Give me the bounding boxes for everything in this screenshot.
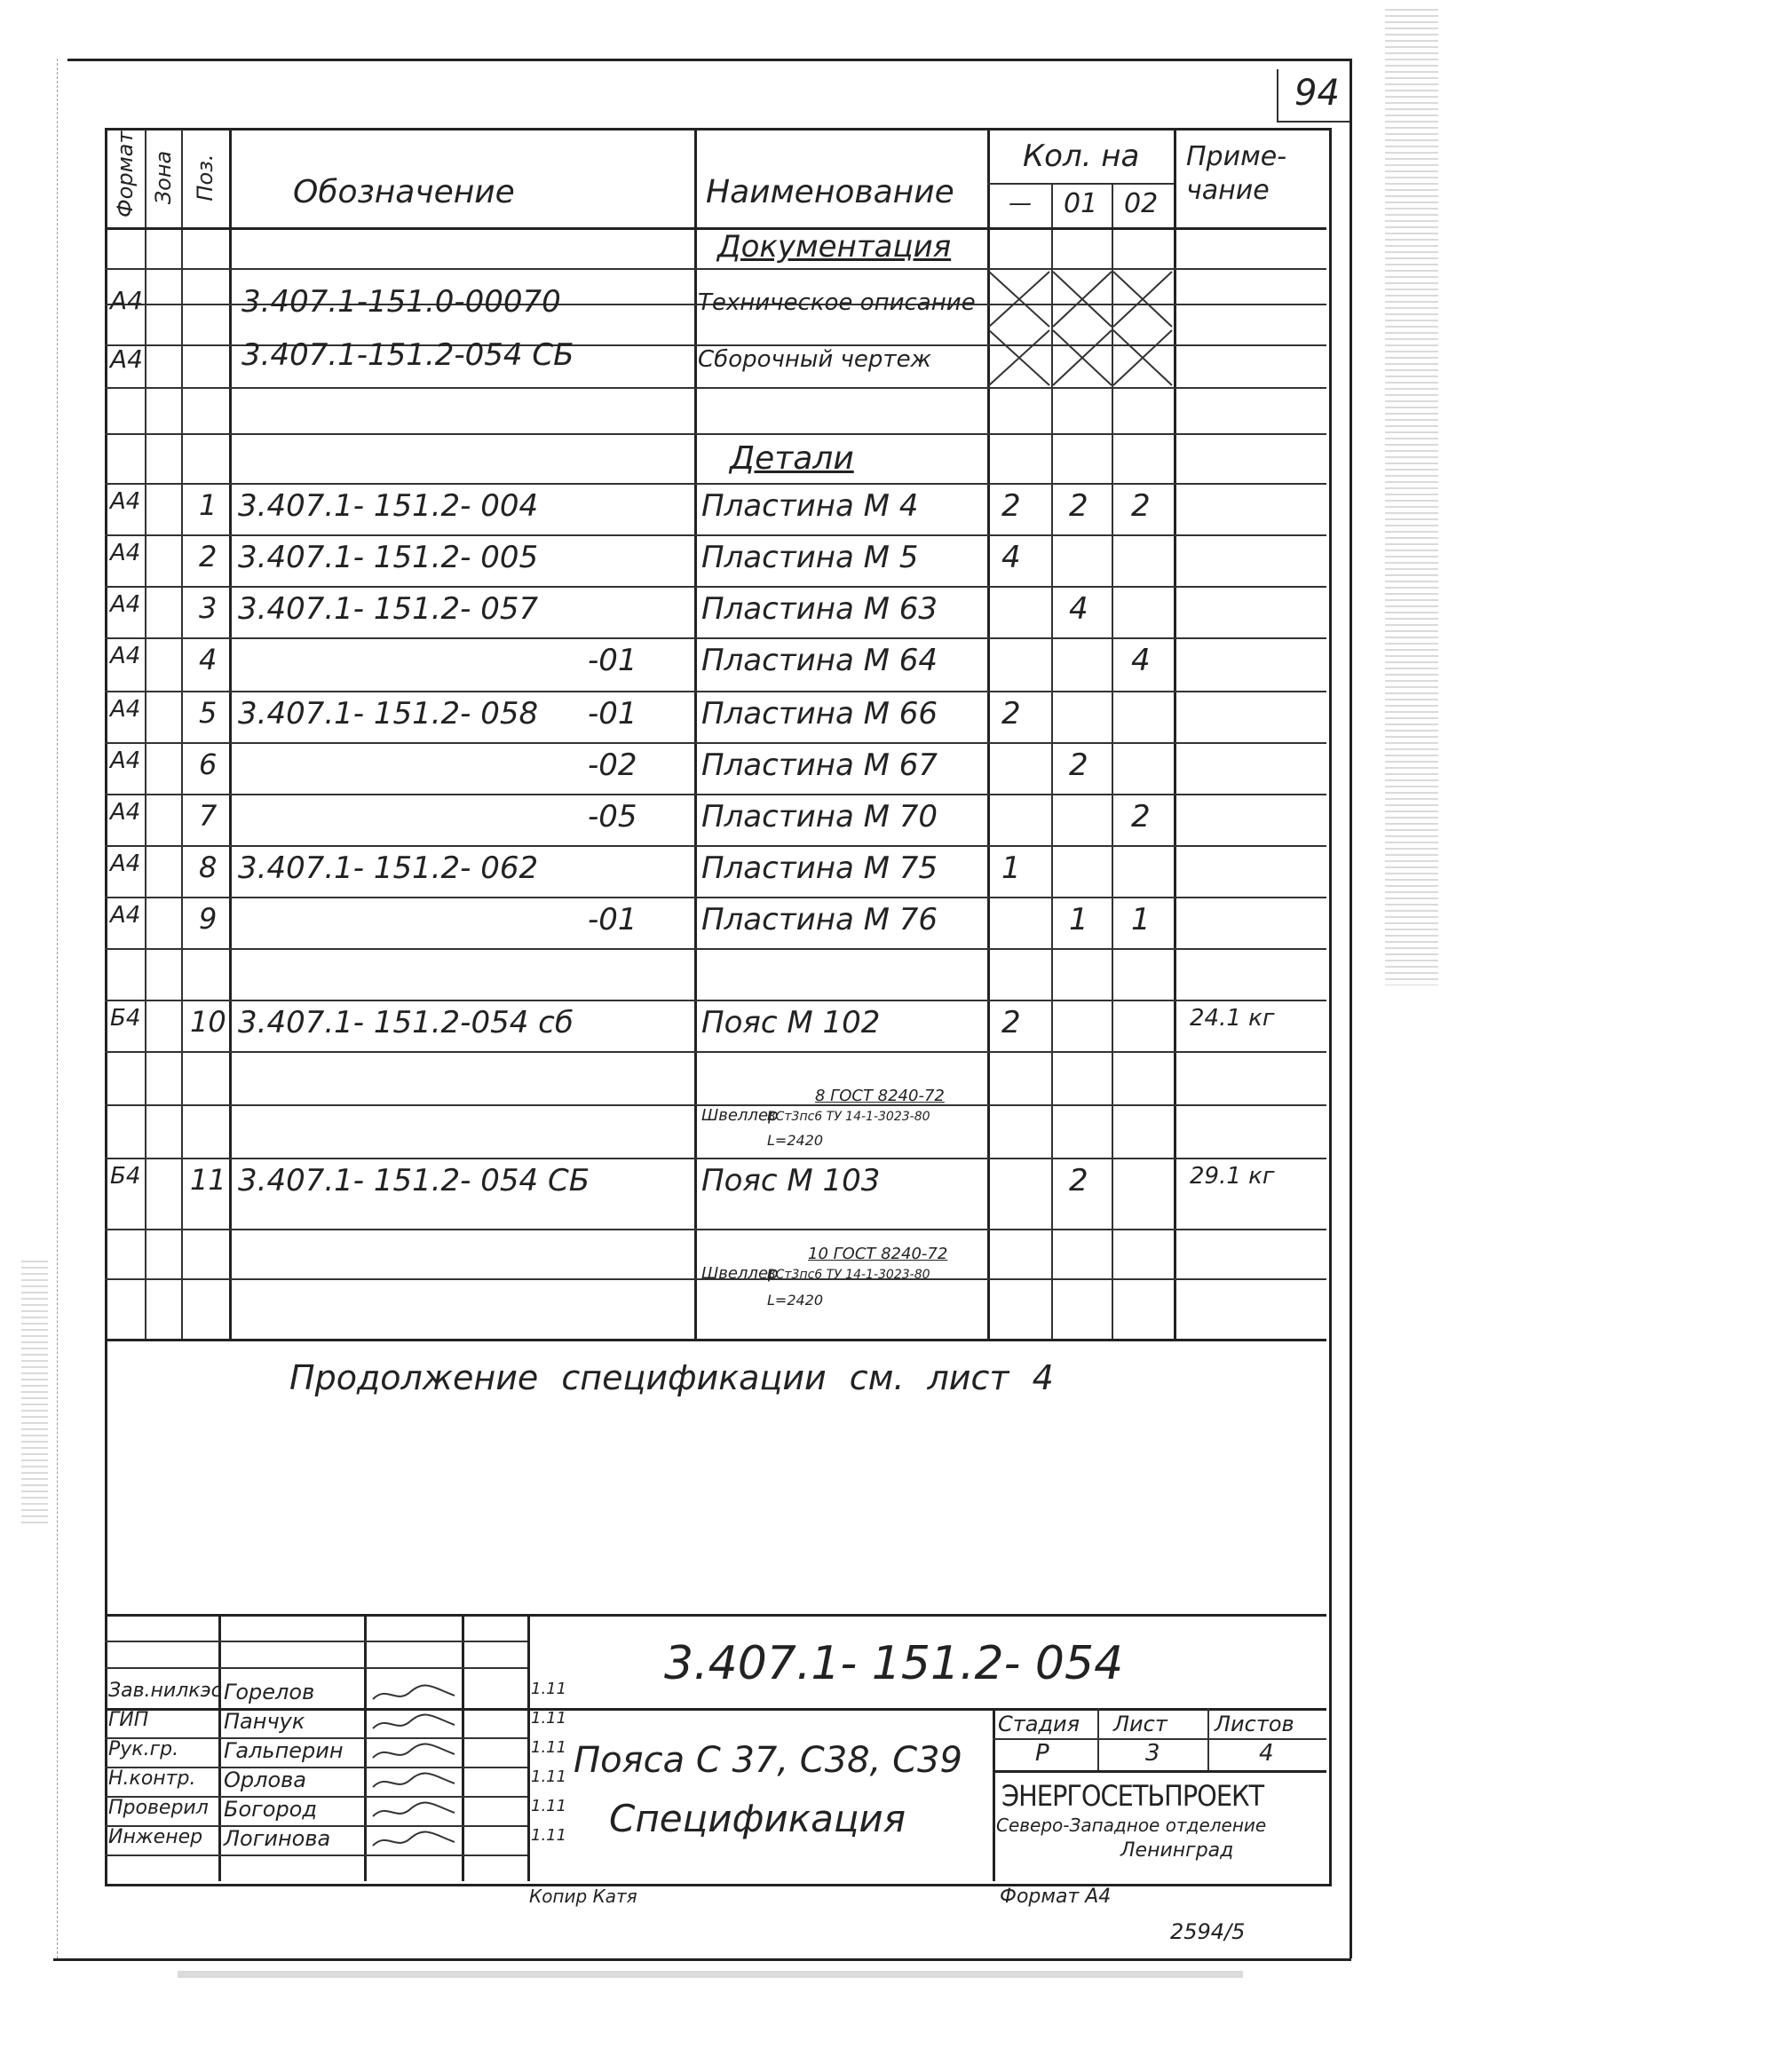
right-border xyxy=(1350,59,1352,1958)
material-note xyxy=(701,1087,994,1159)
archive-number: 2594/5 xyxy=(1170,1919,1246,1944)
part-format: А4 xyxy=(110,591,141,618)
part-qty-0: 4 xyxy=(1001,540,1021,575)
signer-role: Инженер xyxy=(108,1826,203,1848)
material-line2: ВСт3пс6 ТУ 14-1-3023-80 xyxy=(767,1268,930,1282)
title-block-top xyxy=(105,1614,1326,1617)
header-note: Приме- чание xyxy=(1186,141,1287,206)
header-zone: Зона xyxy=(151,150,176,205)
header-designation: Обозначение xyxy=(293,174,515,210)
header-name: Наименование xyxy=(706,174,954,210)
part-qty-2: 4 xyxy=(1131,643,1151,678)
material-word: Швеллер xyxy=(701,1106,779,1125)
part-format: А4 xyxy=(110,850,141,877)
part-name: Пластина М 66 xyxy=(701,696,938,732)
part-pos: 9 xyxy=(199,902,218,936)
scan-noise xyxy=(1385,9,1438,985)
part-suffix: -01 xyxy=(588,902,637,937)
doc-row-format: А4 xyxy=(110,286,143,315)
part-format: А4 xyxy=(110,799,141,826)
signer-date: 1.11 xyxy=(531,1680,567,1698)
scan-noise xyxy=(178,1971,1243,1978)
tb-line xyxy=(105,1855,527,1856)
part-format: А4 xyxy=(110,488,141,515)
sheets-label: Листов xyxy=(1215,1712,1294,1736)
part-suffix: -01 xyxy=(588,696,637,732)
row-line xyxy=(105,1000,1326,1001)
signer-role: Зав.нилкэс xyxy=(108,1680,222,1702)
scan-noise xyxy=(21,1261,48,1527)
signer-date: 1.11 xyxy=(531,1738,567,1757)
organization-branch: Северо-Западное отделение xyxy=(996,1815,1267,1836)
part-pos: 5 xyxy=(199,696,218,730)
row-line xyxy=(105,948,1326,950)
header-bottom-line xyxy=(105,227,1326,230)
signature-scribble xyxy=(369,1828,458,1853)
row-line xyxy=(105,387,1326,389)
copied-label: Копир Катя xyxy=(529,1886,637,1907)
signer-role: Проверил xyxy=(108,1797,209,1819)
part-designation: 3.407.1- 151.2- 004 xyxy=(238,488,539,524)
tb-line xyxy=(993,1770,1326,1773)
signature-scribble xyxy=(369,1799,458,1823)
doc-row-designation: 3.407.1-151.0-00070 xyxy=(241,284,561,320)
organization-city: Ленинград xyxy=(1120,1839,1234,1862)
part-qty-1: 2 xyxy=(1069,1163,1088,1198)
sheet-label: Лист xyxy=(1113,1712,1167,1736)
part-name: Пластина М 67 xyxy=(701,747,938,783)
material-line3: L=2420 xyxy=(767,1292,824,1309)
part-pos: 6 xyxy=(199,747,218,781)
part-suffix: -01 xyxy=(588,643,637,678)
material-line1: 10 ГОСТ 8240-72 xyxy=(808,1245,948,1263)
part-pos: 4 xyxy=(199,643,218,676)
top-border xyxy=(67,59,1350,61)
part-name: Пластина М 4 xyxy=(701,488,919,524)
signer-role: Рук.гр. xyxy=(108,1738,179,1760)
part-designation: 3.407.1- 151.2- 005 xyxy=(238,540,539,575)
part-qty-1: 4 xyxy=(1069,591,1088,627)
part-designation: 3.407.1- 151.2- 062 xyxy=(238,850,539,886)
signer-role: ГИП xyxy=(108,1709,149,1731)
part-pos: 8 xyxy=(199,850,218,884)
document-title-line1: Пояса С 37, С38, С39 xyxy=(574,1740,962,1781)
row-line xyxy=(105,897,1326,898)
format-label: Формат А4 xyxy=(1000,1886,1112,1908)
part-pos: 3 xyxy=(199,591,218,625)
signer-name: Богород xyxy=(224,1797,317,1822)
part-pos: 1 xyxy=(199,488,218,522)
header-qty-0: — xyxy=(1009,190,1032,217)
part-name: Пластина М 76 xyxy=(701,902,938,937)
material-note xyxy=(701,1243,994,1332)
doc-qty-crosses xyxy=(987,268,1174,387)
tb-line xyxy=(105,1667,527,1669)
part-pos: 2 xyxy=(199,540,218,573)
material-line3: L=2420 xyxy=(767,1132,824,1149)
part-format: А4 xyxy=(110,747,141,774)
part-qty-0: 2 xyxy=(1001,696,1021,732)
table-bottom-line xyxy=(105,1339,1326,1341)
qty-group-line xyxy=(987,183,1174,185)
signer-name: Панчук xyxy=(224,1709,305,1734)
left-margin-line xyxy=(57,59,58,1958)
part-suffix: -05 xyxy=(588,799,637,834)
continuation-note: Продолжение спецификации см. лист 4 xyxy=(289,1358,1054,1397)
part-qty-0: 2 xyxy=(1001,1005,1021,1040)
part-format: А4 xyxy=(110,902,141,929)
signer-date: 1.11 xyxy=(531,1768,567,1786)
tb-col-stage xyxy=(993,1708,995,1881)
signer-name: Горелов xyxy=(224,1680,315,1704)
row-line xyxy=(105,1229,1326,1230)
tb-col-name xyxy=(364,1614,367,1881)
part-designation: 3.407.1- 151.2- 057 xyxy=(238,591,539,627)
row-line xyxy=(105,794,1326,795)
row-line xyxy=(105,433,1326,435)
part-qty-2: 1 xyxy=(1131,902,1151,937)
tb-col-role xyxy=(218,1614,221,1881)
part-name: Пластина М 64 xyxy=(701,643,938,678)
stage-label: Стадия xyxy=(998,1712,1080,1736)
signer-date: 1.11 xyxy=(531,1709,567,1728)
signer-role: Н.контр. xyxy=(108,1768,196,1790)
part-name: Пластина М 5 xyxy=(701,540,919,575)
signature-scribble xyxy=(369,1711,458,1736)
row-line xyxy=(105,1051,1326,1053)
material-line1: 8 ГОСТ 8240-72 xyxy=(815,1087,945,1105)
stage-value: Р xyxy=(1035,1740,1049,1767)
part-qty-1: 2 xyxy=(1069,488,1088,524)
row-line xyxy=(105,845,1326,847)
part-qty-1: 1 xyxy=(1069,902,1088,937)
part-pos: 10 xyxy=(190,1005,226,1039)
part-qty-2: 2 xyxy=(1131,799,1151,834)
row-line xyxy=(105,586,1326,588)
doc-row-name: Техническое описание xyxy=(698,289,976,316)
row-line xyxy=(105,637,1326,639)
header-pos: Поз. xyxy=(193,154,218,202)
header-format: Формат xyxy=(113,130,138,217)
part-qty-2: 2 xyxy=(1131,488,1151,524)
part-name: Пояс М 103 xyxy=(701,1163,881,1198)
doc-row-format: А4 xyxy=(110,344,143,374)
signature-scribble xyxy=(369,1681,458,1706)
tb-line xyxy=(105,1641,527,1642)
header-qty-1: 01 xyxy=(1064,188,1098,219)
part-pos: 11 xyxy=(190,1163,226,1197)
header-qty-group: Кол. на xyxy=(1023,138,1140,174)
signer-date: 1.11 xyxy=(531,1826,567,1845)
signer-name: Орлова xyxy=(224,1768,306,1792)
signature-scribble xyxy=(369,1740,458,1765)
part-suffix: -02 xyxy=(588,747,637,783)
part-designation: 3.407.1- 151.2-054 сб xyxy=(238,1005,574,1040)
part-qty-1: 2 xyxy=(1069,747,1088,783)
tb-col-date xyxy=(527,1614,530,1881)
part-format: А4 xyxy=(110,540,141,566)
row-line xyxy=(105,483,1326,485)
part-format: Б4 xyxy=(110,1005,141,1032)
sheet-number: 94 xyxy=(1294,73,1340,114)
material-word: Швеллер xyxy=(701,1264,779,1283)
part-note: 29.1 кг xyxy=(1190,1163,1275,1190)
doc-row-name: Сборочный чертеж xyxy=(698,346,931,373)
section-parts: Детали xyxy=(730,440,854,477)
row-line xyxy=(105,534,1326,536)
sheet-value: 3 xyxy=(1145,1740,1160,1767)
bottom-border xyxy=(53,1958,1351,1961)
doc-row-designation: 3.407.1-151.2-054 СБ xyxy=(241,337,574,373)
sheet-number-box xyxy=(1277,69,1351,123)
part-format: Б4 xyxy=(110,1163,141,1190)
part-qty-0: 1 xyxy=(1001,850,1021,886)
part-designation: 3.407.1- 151.2- 058 xyxy=(238,696,539,732)
section-documentation: Документация xyxy=(717,229,952,265)
organization-name: ЭНЕРГОСЕТЬПРОЕКТ xyxy=(1001,1779,1264,1813)
sheets-value: 4 xyxy=(1259,1740,1274,1767)
row-line xyxy=(105,691,1326,692)
part-designation: 3.407.1- 151.2- 054 СБ xyxy=(238,1163,590,1198)
signature-scribble xyxy=(369,1769,458,1794)
part-name: Пластина М 70 xyxy=(701,799,938,834)
part-pos: 7 xyxy=(199,799,218,833)
document-code: 3.407.1- 151.2- 054 xyxy=(664,1637,1124,1690)
part-name: Пояс М 102 xyxy=(701,1005,881,1040)
row-line xyxy=(105,742,1326,744)
document-title-line2: Спецификация xyxy=(609,1797,906,1840)
part-format: А4 xyxy=(110,696,141,723)
part-format: А4 xyxy=(110,643,141,669)
tb-col-sign xyxy=(462,1614,464,1881)
part-name: Пластина М 75 xyxy=(701,850,938,886)
material-line2: ВСт3пс6 ТУ 14-1-3023-80 xyxy=(767,1110,930,1124)
header-qty-2: 02 xyxy=(1124,188,1159,219)
part-name: Пластина М 63 xyxy=(701,591,938,627)
signer-name: Логинова xyxy=(224,1826,331,1851)
part-note: 24.1 кг xyxy=(1190,1005,1275,1032)
part-qty-0: 2 xyxy=(1001,488,1021,524)
signer-date: 1.11 xyxy=(531,1797,567,1815)
signer-name: Гальперин xyxy=(224,1738,344,1763)
